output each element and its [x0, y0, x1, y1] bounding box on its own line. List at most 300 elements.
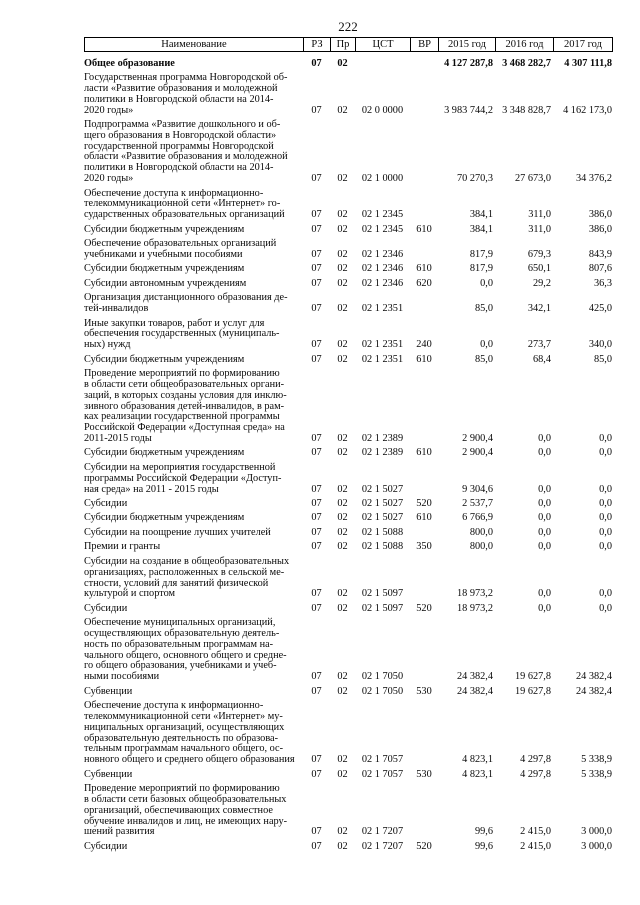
- row-name: [84, 698, 303, 766]
- amount-2015: 18 973,2: [456, 588, 493, 600]
- expense-type-code: 530: [416, 768, 432, 780]
- table-row: [84, 510, 612, 524]
- expense-type-code: [410, 185, 438, 221]
- section-code: 07: [311, 447, 322, 459]
- table-row: [84, 766, 612, 780]
- target-article-code: 02 1 0000: [361, 173, 404, 185]
- target-article-code: 02 1 7207: [361, 826, 404, 838]
- amount-2017: 0,0: [599, 447, 612, 459]
- section-code: 07: [311, 339, 322, 351]
- target-article-code: 02 1 7207: [361, 840, 404, 852]
- target-article-code: 02 1 5097: [361, 588, 404, 600]
- target-article-code: [355, 55, 410, 69]
- header-expense-type-code: ВР: [411, 38, 439, 52]
- amount-2015: 18 973,2: [456, 602, 493, 614]
- subsection-code: 02: [337, 104, 348, 116]
- section-code: 07: [311, 303, 322, 315]
- section-code: 07: [311, 754, 322, 766]
- expense-type-code: [410, 698, 438, 766]
- row-name-line: обучение инвалидов и лиц, не имеющих нару-: [84, 815, 288, 827]
- row-name: [84, 290, 303, 315]
- expense-type-code: 610: [416, 353, 432, 365]
- amount-2016: 0,0: [538, 602, 551, 614]
- row-name-line: чального общего, основного общего и средне-: [84, 649, 287, 661]
- header-year-2016: 2016 год: [496, 38, 554, 52]
- row-name: [84, 553, 303, 600]
- amount-2017: 34 376,2: [575, 173, 612, 185]
- amount-2016: 29,2: [532, 277, 551, 289]
- table-header: [84, 37, 613, 52]
- expense-type-code: [410, 781, 438, 839]
- row-name-line: Общее образование: [84, 57, 175, 69]
- row-name: [84, 69, 303, 116]
- row-name: [84, 221, 303, 235]
- table-row: [84, 351, 612, 365]
- target-article-code: 02 1 5088: [361, 541, 404, 553]
- target-article-code: 02 1 2389: [361, 432, 404, 444]
- amount-2017: 5 338,9: [581, 754, 612, 766]
- row-name-line: Субсидии на мероприятия государственной: [84, 461, 276, 473]
- expense-type-code: 350: [416, 541, 432, 553]
- row-name-line: го общего образования, учебниками и учеб-: [84, 660, 277, 672]
- target-article-code: 02 1 7057: [361, 768, 404, 780]
- target-article-code: 02 1 5027: [361, 483, 404, 495]
- table-row: [84, 459, 612, 495]
- row-name-line: Премии и гранты: [84, 541, 161, 553]
- row-name-line: Подпрограмма «Развитие дошкольного и об-: [84, 119, 281, 131]
- amount-2016: 4 297,8: [520, 768, 551, 780]
- amount-2016: 27 673,0: [514, 173, 551, 185]
- amount-2016: 0,0: [538, 483, 551, 495]
- row-name: [84, 235, 303, 260]
- row-name: [84, 600, 303, 614]
- amount-2016: 19 627,8: [514, 671, 551, 683]
- table-row: [84, 221, 612, 235]
- row-name-line: ласти «Развитие образования и молодежной: [84, 82, 278, 94]
- subsection-code: 02: [337, 768, 348, 780]
- expense-type-code: [410, 553, 438, 600]
- section-code: 07: [311, 173, 322, 185]
- amount-2015: 24 382,4: [456, 685, 493, 697]
- row-name-line: обеспечения государственных (муниципаль-: [84, 328, 280, 340]
- subsection-code: 02: [337, 303, 348, 315]
- row-name-line: Субсидии: [84, 498, 128, 509]
- amount-2016: 650,1: [527, 263, 551, 275]
- amount-2017: 4 162 173,0: [563, 104, 612, 116]
- row-name: [84, 261, 303, 275]
- subsection-code: 02: [337, 277, 348, 289]
- expense-type-code: [410, 55, 438, 69]
- target-article-code: 02 1 2351: [361, 303, 404, 315]
- amount-2015: 384,1: [469, 209, 493, 221]
- row-name-line: Субсидии автономным учреждениям: [84, 277, 247, 289]
- subsection-code: 02: [337, 840, 348, 852]
- target-article-code: 02 1 2389: [361, 447, 404, 459]
- row-name-line: новного общего и среднего общего образования: [84, 754, 295, 766]
- amount-2015: 24 382,4: [456, 671, 493, 683]
- row-name-line: организаций, обеспечивающих совместное: [84, 804, 273, 816]
- table-row: [84, 275, 612, 289]
- row-name-line: Субсидии бюджетным учреждениям: [84, 512, 245, 524]
- amount-2015: 817,9: [469, 263, 493, 275]
- amount-2015: 4 823,1: [462, 768, 493, 780]
- table-row: [84, 185, 612, 221]
- amount-2016: 2 415,0: [520, 840, 551, 852]
- expense-type-code: [410, 116, 438, 184]
- subsection-code: 02: [337, 209, 348, 221]
- amount-2017: 0,0: [599, 526, 612, 538]
- row-name: [84, 116, 303, 184]
- header-year-2017: 2017 год: [554, 38, 613, 52]
- amount-2017: 0,0: [599, 512, 612, 524]
- amount-2016: 19 627,8: [514, 685, 551, 697]
- amount-2015: 2 537,7: [462, 498, 493, 509]
- table-row: [84, 315, 612, 351]
- amount-2017: 36,3: [593, 277, 612, 289]
- subsection-code: 02: [337, 671, 348, 683]
- row-name: [84, 838, 303, 852]
- target-article-code: 02 1 2345: [361, 223, 404, 235]
- section-code: 07: [311, 526, 322, 538]
- amount-2017: 0,0: [599, 483, 612, 495]
- section-code: 07: [311, 768, 322, 780]
- amount-2015: 2 900,4: [462, 447, 493, 459]
- amount-2015: 384,1: [469, 223, 493, 235]
- header-year-2015: 2015 год: [439, 38, 496, 52]
- amount-2017: 0,0: [599, 541, 612, 553]
- target-article-code: 02 1 2346: [361, 277, 404, 289]
- subsection-code: 02: [337, 526, 348, 538]
- amount-2015: 800,0: [469, 541, 493, 553]
- amount-2016: 0,0: [538, 541, 551, 553]
- row-name-line: тельным программам начального общего, ос-: [84, 743, 284, 755]
- section-code: 07: [311, 483, 322, 495]
- expense-type-code: [410, 365, 438, 444]
- table-row: [84, 445, 612, 459]
- row-name-line: зивного образования детей-инвалидов, в рам-: [84, 400, 285, 412]
- amount-2017: 386,0: [588, 223, 612, 235]
- section-code: 07: [311, 840, 322, 852]
- row-name-line: Государственная программа Новгородской об-: [84, 72, 288, 84]
- row-name-line: Субвенции: [84, 768, 133, 780]
- row-name-line: области «Развитие образования и молодежной: [84, 151, 288, 163]
- row-name-line: культурой и спортом: [84, 588, 176, 600]
- row-name: [84, 683, 303, 697]
- table-row: [84, 524, 612, 538]
- row-name: [84, 766, 303, 780]
- amount-2017: 3 000,0: [581, 840, 612, 852]
- amount-2016: 3 348 828,7: [502, 104, 551, 116]
- row-name-line: Проведение мероприятий по формированию: [84, 368, 280, 380]
- expense-type-code: 620: [416, 277, 432, 289]
- row-name-line: телекоммуникационной сети «Интернет» го-: [84, 198, 281, 210]
- amount-2015: 99,6: [474, 840, 493, 852]
- amount-2015: 85,0: [474, 353, 493, 365]
- header-section-code: РЗ: [304, 38, 331, 52]
- row-name-line: Организация дистанционного образования де-: [84, 292, 288, 304]
- expense-type-code: 520: [416, 840, 432, 852]
- amount-2015: 4 127 287,8: [444, 57, 493, 69]
- expense-type-code: [410, 459, 438, 495]
- amount-2016: 0,0: [538, 498, 551, 509]
- amount-2017: 807,6: [588, 263, 612, 275]
- row-name: [84, 351, 303, 365]
- amount-2016: 4 297,8: [520, 754, 551, 766]
- subsection-code: 02: [337, 754, 348, 766]
- amount-2016: 68,4: [532, 353, 551, 365]
- subsection-code: 02: [337, 602, 348, 614]
- expense-type-code: [410, 290, 438, 315]
- header-row: [85, 38, 613, 52]
- subsection-code: 02: [337, 498, 348, 509]
- table-row: [84, 600, 612, 614]
- subsection-code: 02: [337, 483, 348, 495]
- row-name: [84, 275, 303, 289]
- table-row: [84, 781, 612, 839]
- amount-2015: 3 983 744,2: [444, 104, 493, 116]
- amount-2017: 425,0: [588, 303, 612, 315]
- target-article-code: 02 1 2346: [361, 263, 404, 275]
- subsection-code: 02: [337, 512, 348, 524]
- row-name: [84, 510, 303, 524]
- row-name-line: Субсидии на создание в общеобразовательных: [84, 555, 290, 567]
- table-row: [84, 235, 612, 260]
- row-name-line: заций, в которых созданы условия для инклю-: [84, 389, 287, 401]
- row-name: [84, 185, 303, 221]
- target-article-code: 02 1 5088: [361, 526, 404, 538]
- subsection-code: 02: [337, 432, 348, 444]
- amount-2016: 3 468 282,7: [502, 57, 551, 69]
- row-name-line: ках реализации государственной программы: [84, 411, 280, 423]
- row-name-line: 2020 годы»: [84, 104, 134, 116]
- target-article-code: 02 1 5027: [361, 498, 404, 509]
- amount-2017: 843,9: [588, 248, 612, 260]
- amount-2016: 0,0: [538, 447, 551, 459]
- row-name-line: Субсидии: [84, 602, 128, 614]
- expense-type-code: [410, 524, 438, 538]
- row-name-line: сударственных образовательных организаций: [84, 209, 285, 221]
- target-article-code: 02 1 7050: [361, 685, 404, 697]
- row-name-line: в области сети базовых общеобразовательных: [84, 794, 287, 805]
- row-name-line: политики в Новгородской области на 2014-: [84, 93, 274, 105]
- amount-2017: 0,0: [599, 498, 612, 509]
- section-code: 07: [311, 512, 322, 524]
- row-name-line: Субсидии бюджетным учреждениям: [84, 447, 245, 459]
- subsection-code: 02: [337, 57, 348, 69]
- target-article-code: 02 0 0000: [361, 104, 404, 116]
- amount-2017: 0,0: [599, 602, 612, 614]
- row-name-line: Проведение мероприятий по формированию: [84, 783, 280, 795]
- row-name-line: ниципальных организаций, осуществляющих: [84, 721, 285, 733]
- row-name-line: ных) нужд: [84, 339, 131, 351]
- table-row: [84, 683, 612, 697]
- row-name: [84, 55, 303, 69]
- target-article-code: 02 1 2345: [361, 209, 404, 221]
- page-number: 222: [338, 19, 358, 34]
- target-article-code: 02 1 7050: [361, 671, 404, 683]
- row-name-line: Российской Федерации «Доступная среда» на: [84, 422, 285, 434]
- table-row: [84, 838, 612, 852]
- table-row: [84, 55, 612, 69]
- amount-2016: 679,3: [527, 248, 551, 260]
- row-name-line: государственной программы Новгородской: [84, 140, 274, 152]
- section-code: 07: [311, 588, 322, 600]
- row-name: [84, 495, 303, 509]
- row-name-line: Субсидии на поощрение лучших учителей: [84, 526, 271, 538]
- target-article-code: 02 1 5097: [361, 602, 404, 614]
- target-article-code: 02 1 5027: [361, 512, 404, 524]
- expense-type-code: 610: [416, 223, 432, 235]
- expense-type-code: 520: [416, 602, 432, 614]
- row-name-line: учебниками и учебными пособиями: [84, 248, 243, 260]
- row-name-line: программы Российской Федерации «Доступ-: [84, 472, 282, 484]
- row-name-line: Иные закупки товаров, работ и услуг для: [84, 317, 265, 329]
- row-name-line: Субсидии бюджетным учреждениям: [84, 353, 245, 365]
- row-name: [84, 315, 303, 351]
- amount-2016: 2 415,0: [520, 826, 551, 838]
- amount-2017: 340,0: [588, 339, 612, 351]
- row-name-line: организациях, расположенных в сельской ме-: [84, 566, 285, 578]
- amount-2016: 342,1: [527, 303, 551, 315]
- table-row: [84, 495, 612, 509]
- amount-2017: 85,0: [593, 353, 612, 365]
- amount-2015: 9 304,6: [462, 483, 493, 495]
- target-article-code: 02 1 7057: [361, 754, 404, 766]
- subsection-code: 02: [337, 447, 348, 459]
- amount-2015: 70 270,3: [456, 173, 493, 185]
- subsection-code: 02: [337, 685, 348, 697]
- expense-type-code: 530: [416, 685, 432, 697]
- row-name-line: ными пособиями: [84, 671, 160, 683]
- amount-2015: 99,6: [474, 826, 493, 838]
- amount-2015: 6 766,9: [462, 512, 493, 524]
- row-name-line: ная среда» на 2011 - 2015 годы: [84, 483, 219, 495]
- row-name-line: Субсидии бюджетным учреждениям: [84, 223, 245, 235]
- amount-2017: 24 382,4: [575, 671, 612, 683]
- expense-type-code: 610: [416, 447, 432, 459]
- amount-2016: 311,0: [528, 209, 551, 221]
- amount-2015: 4 823,1: [462, 754, 493, 766]
- section-code: 07: [311, 541, 322, 553]
- subsection-code: 02: [337, 588, 348, 600]
- subsection-code: 02: [337, 541, 348, 553]
- row-name-line: Обеспечение образовательных организаций: [84, 238, 277, 250]
- subsection-code: 02: [337, 826, 348, 838]
- row-name-line: стности, условий для занятий физической: [84, 577, 269, 589]
- section-code: 07: [311, 353, 322, 365]
- header-target-article-code: ЦСТ: [356, 38, 411, 52]
- expense-type-code: [410, 615, 438, 683]
- section-code: 07: [311, 432, 322, 444]
- section-code: 07: [311, 498, 322, 509]
- section-code: 07: [311, 248, 322, 260]
- row-name: [84, 524, 303, 538]
- amount-2015: 817,9: [469, 248, 493, 260]
- amount-2017: 4 307 111,8: [564, 57, 612, 69]
- amount-2016: 0,0: [538, 526, 551, 538]
- header-name: Наименование: [85, 38, 304, 52]
- row-name: [84, 365, 303, 444]
- expense-type-code: 240: [416, 339, 432, 351]
- amount-2016: 0,0: [538, 512, 551, 524]
- amount-2017: 3 000,0: [581, 826, 612, 838]
- row-name-line: тей-инвалидов: [84, 303, 149, 315]
- amount-2015: 2 900,4: [462, 432, 493, 444]
- expense-type-code: 610: [416, 263, 432, 275]
- budget-table: [84, 55, 612, 853]
- amount-2016: 0,0: [538, 588, 551, 600]
- row-name-line: 2020 годы»: [84, 173, 134, 185]
- section-code: 07: [311, 602, 322, 614]
- expense-type-code: [410, 235, 438, 260]
- amount-2016: 0,0: [538, 432, 551, 444]
- amount-2015: 800,0: [469, 526, 493, 538]
- row-name-line: образовательную деятельность по образова-: [84, 732, 279, 744]
- amount-2015: 0,0: [480, 339, 493, 351]
- subsection-code: 02: [337, 248, 348, 260]
- row-name-line: телекоммуникационной сети «Интернет» му-: [84, 711, 283, 723]
- section-code: 07: [311, 104, 322, 116]
- amount-2017: 24 382,4: [575, 685, 612, 697]
- row-name: [84, 445, 303, 459]
- target-article-code: 02 1 2346: [361, 248, 404, 260]
- section-code: 07: [311, 826, 322, 838]
- row-name: [84, 781, 303, 839]
- table-row: [84, 539, 612, 553]
- subsection-code: 02: [337, 339, 348, 351]
- row-name-line: ность по образовательным программам на-: [84, 638, 274, 650]
- row-name-line: политики в Новгородской области на 2014-: [84, 162, 274, 174]
- amount-2017: 386,0: [588, 209, 612, 221]
- row-name-line: в области сети общеобразовательных органи-: [84, 378, 285, 390]
- row-name-line: осуществляющих образовательную деятель-: [84, 628, 280, 640]
- amount-2015: 85,0: [474, 303, 493, 315]
- amount-2017: 5 338,9: [581, 768, 612, 780]
- row-name-line: Обеспечение муниципальных организаций,: [84, 617, 276, 629]
- row-name-line: щего образования в Новгородской области»: [84, 129, 277, 141]
- expense-type-code: 610: [416, 512, 432, 524]
- amount-2017: 0,0: [599, 432, 612, 444]
- amount-2015: 0,0: [480, 277, 493, 289]
- row-name-line: Субсидии: [84, 840, 128, 852]
- row-name-line: 2011-2015 годы: [84, 432, 152, 444]
- row-name: [84, 539, 303, 553]
- table-row: [84, 365, 612, 444]
- section-code: 07: [311, 223, 322, 235]
- section-code: 07: [311, 57, 322, 69]
- table-row: [84, 615, 612, 683]
- row-name-line: Субсидии бюджетным учреждениям: [84, 263, 245, 275]
- table-row: [84, 290, 612, 315]
- row-name: [84, 459, 303, 495]
- section-code: 07: [311, 671, 322, 683]
- row-name: [84, 615, 303, 683]
- table-body: [84, 55, 612, 853]
- target-article-code: 02 1 2351: [361, 339, 404, 351]
- amount-2016: 311,0: [528, 223, 551, 235]
- expense-type-code: [410, 69, 438, 116]
- target-article-code: 02 1 2351: [361, 353, 404, 365]
- table-row: [84, 553, 612, 600]
- table-row: [84, 261, 612, 275]
- row-name-line: Обеспечение доступа к информационно-: [84, 187, 264, 199]
- row-name-line: шений развития: [84, 826, 155, 838]
- table-row: [84, 69, 612, 116]
- expense-type-code: 520: [416, 498, 432, 509]
- subsection-code: 02: [337, 173, 348, 185]
- section-code: 07: [311, 263, 322, 275]
- section-code: 07: [311, 209, 322, 221]
